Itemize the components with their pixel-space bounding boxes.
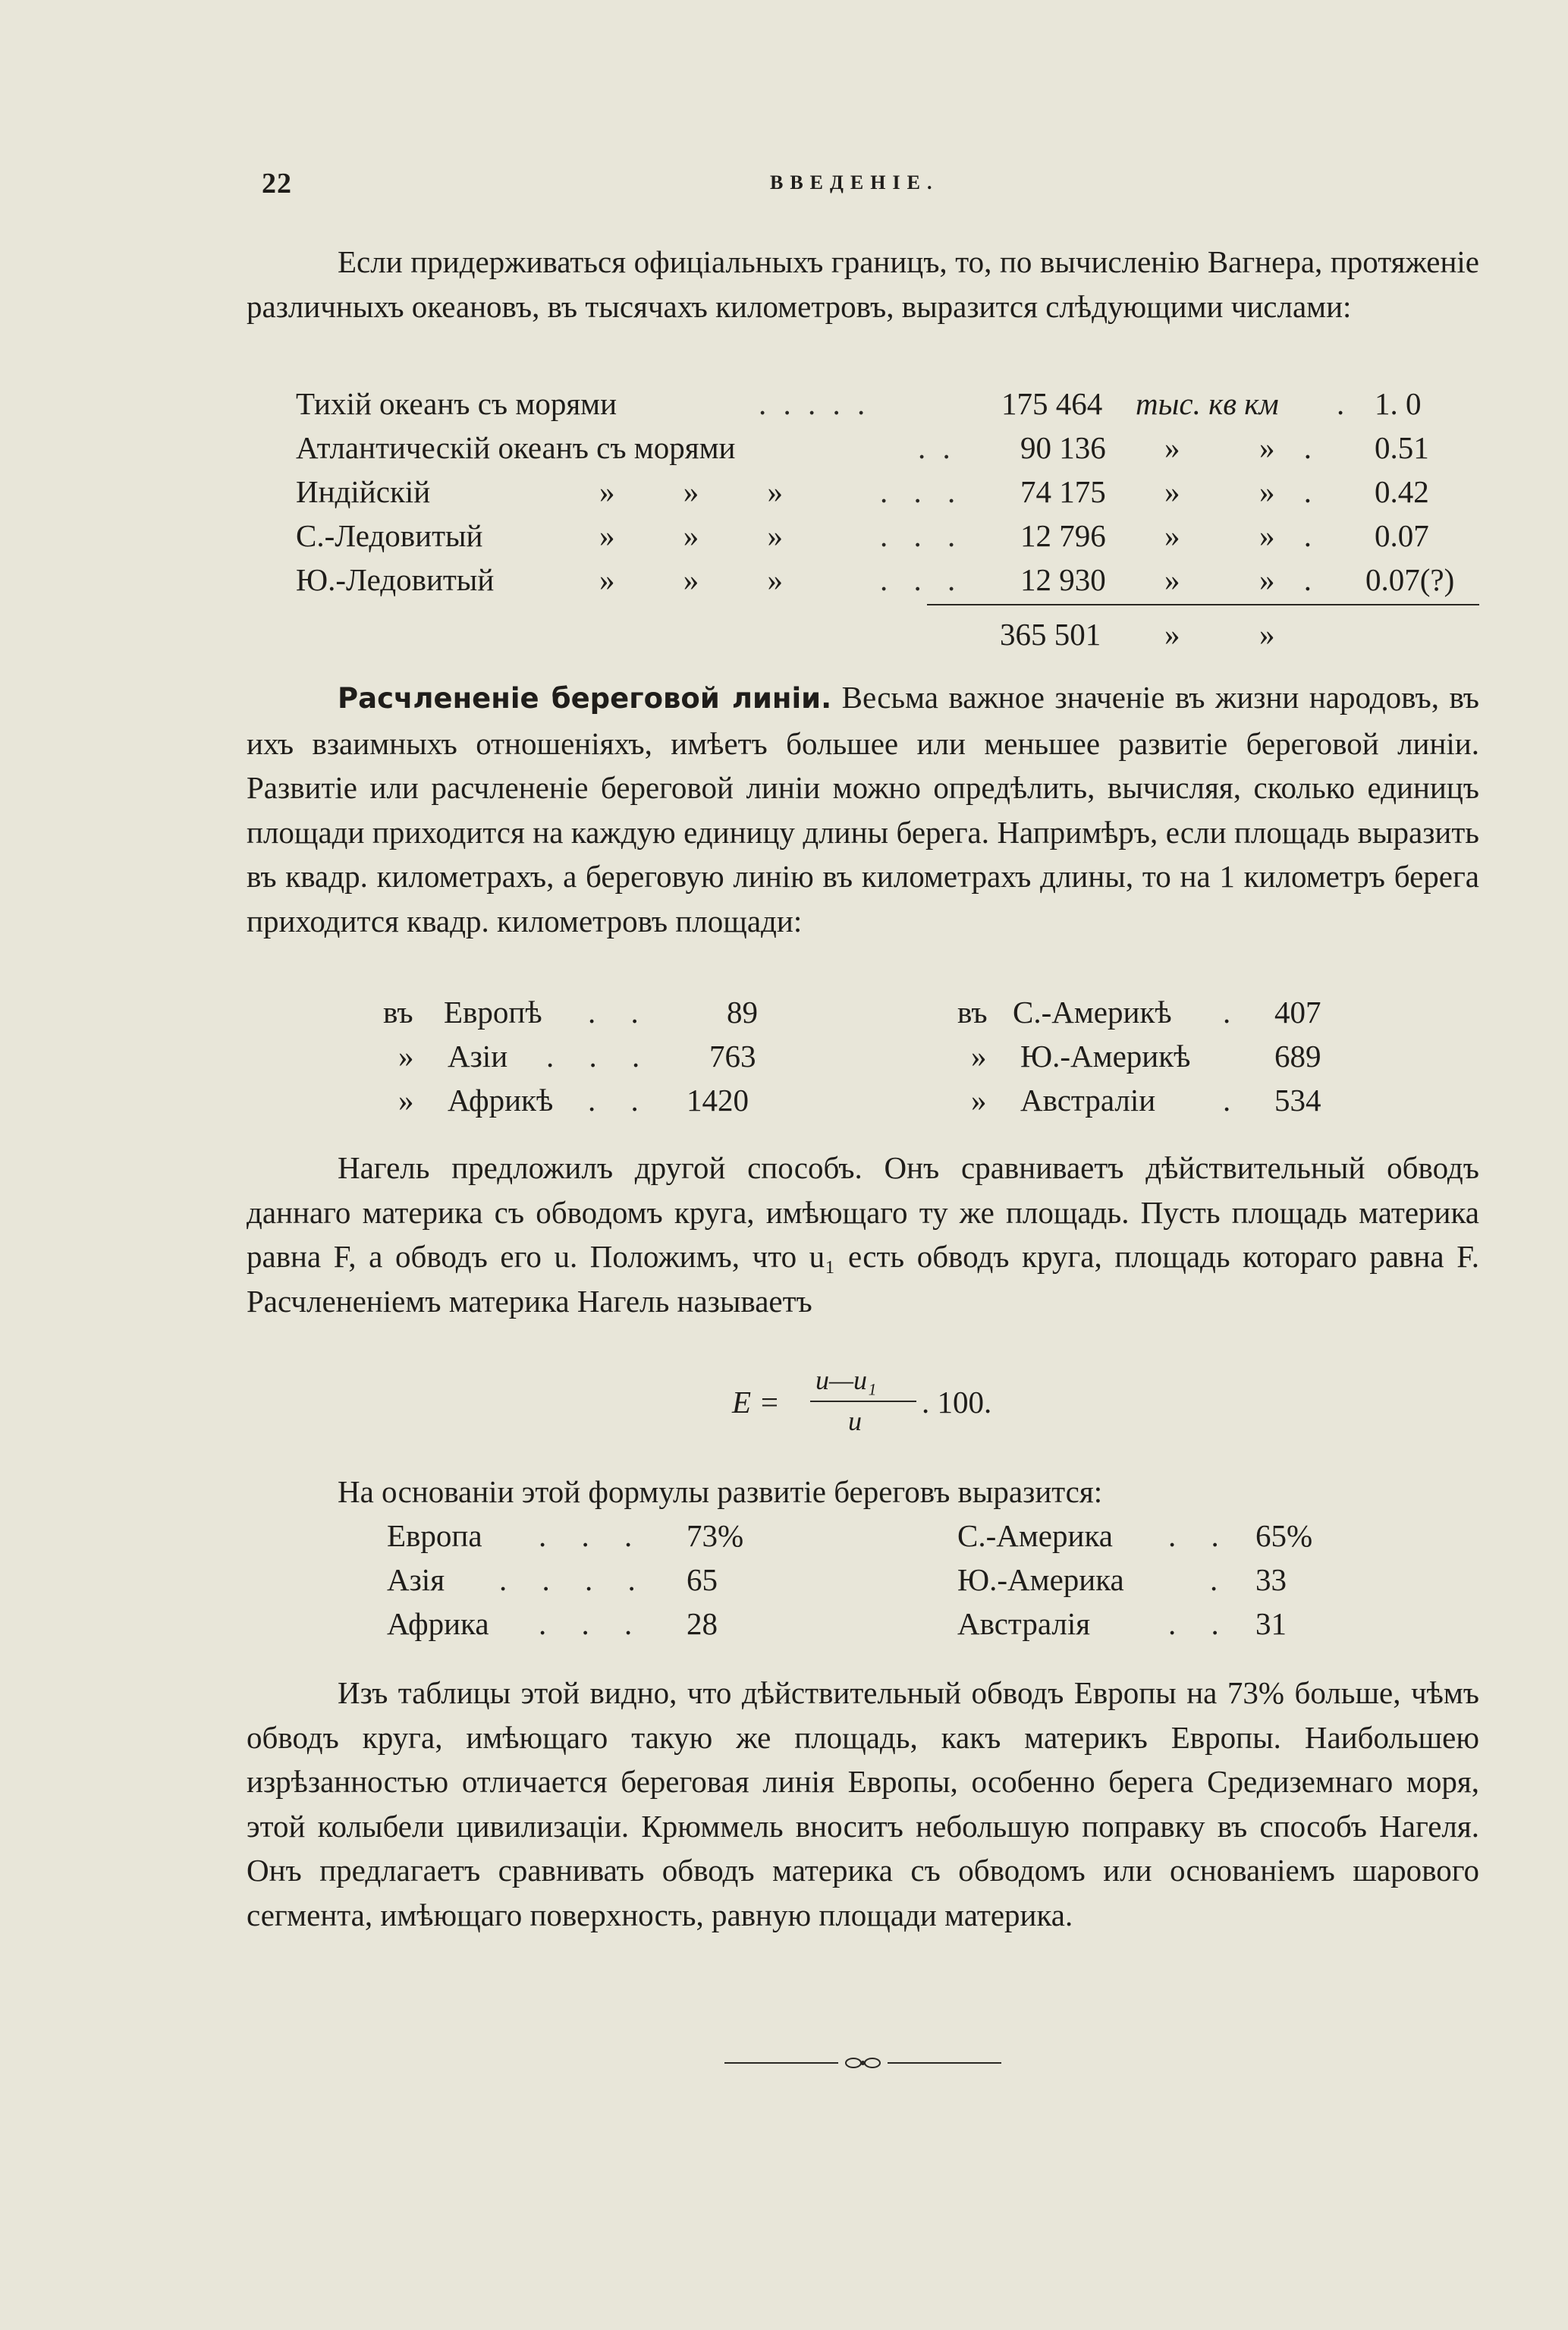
ocean-value: 12 796: [1020, 518, 1106, 553]
coast-name: Азіи: [448, 1039, 508, 1074]
ocean-name: С.-Ледовитый: [296, 518, 483, 553]
fraction-bar: [810, 1401, 916, 1402]
ornament-divider: [724, 2052, 1001, 2074]
coast-prefix: въ: [383, 995, 413, 1030]
ocean-dots: . . . . .: [759, 386, 870, 421]
ocean-dots: . . .: [880, 474, 965, 509]
ocean-ratio: 0.07: [1375, 518, 1429, 553]
dev-value: 65: [687, 1562, 718, 1597]
coast-value: 689: [1274, 1039, 1321, 1074]
coast-value: 1420: [687, 1083, 749, 1118]
ocean-ditto: » » »: [599, 518, 783, 553]
dev-name: Ю.-Америка: [957, 1562, 1124, 1597]
formula-lhs: E =: [732, 1385, 780, 1420]
dev-value: 65%: [1255, 1518, 1313, 1553]
ocean-unit: » .: [1259, 474, 1322, 509]
ocean-name: Индійскій: [296, 474, 431, 509]
ocean-unit: »: [1164, 430, 1180, 465]
coast-dots: . .: [588, 995, 652, 1030]
ocean-total-unit: »: [1259, 617, 1275, 652]
coast-prefix: »: [971, 1039, 987, 1074]
coast-dots: .: [1223, 995, 1231, 1030]
coast-name: С.-Америкѣ: [1013, 995, 1172, 1030]
ocean-ditto: » » »: [599, 562, 783, 597]
nagel-text: Нагель предложилъ другой способъ. Онъ сравниваетъ дѣйствительный обводъ даннаго материка съ обводомъ круга, имѣющаго ту же площадь. Пусть площадь материка равна F, а обводъ его u. Положимъ, что u₁ есть обводъ круга, площадь котораго равна F. Расчлененіемъ материка Нагель называетъ: [247, 1150, 1479, 1319]
coast-dots: . .: [588, 1083, 652, 1118]
coast-dots: . . .: [546, 1039, 654, 1074]
ocean-unit: »: [1164, 474, 1180, 509]
coast-prefix: въ: [957, 995, 988, 1030]
ocean-name: Атлантическій океанъ съ морями: [296, 430, 736, 465]
dev-name: Азія: [387, 1562, 445, 1597]
coastline-paragraph: [247, 675, 1479, 943]
conclusion-text: Изъ таблицы этой видно, что дѣйствительный обводъ Европы на 73% больше, чѣмъ обводъ круга, имѣющаго такую же площадь, какъ материкъ Европы. Наибольшею изрѣзанностью отличается береговая линія Европы, особенно берега Средиземнаго моря, этой колыбели цивилизаціи. Крюммель вноситъ небольшую поправку въ способъ Нагеля. Онъ предлагаетъ сравнивать обводъ материка съ обводомъ или основаніемъ шарового сегмента, имѣющаго поверхность, равную площади материка.: [247, 1675, 1479, 1932]
development-intro: На основаніи этой формулы развитіе береговъ выразится:: [338, 1474, 1103, 1509]
dev-dots: . .: [1168, 1606, 1233, 1641]
coast-name: Европѣ: [444, 995, 542, 1030]
dev-value: 28: [687, 1606, 718, 1641]
formula-factor: . 100.: [922, 1385, 992, 1420]
ocean-unit: » .: [1259, 430, 1322, 465]
coast-value: 763: [709, 1039, 756, 1074]
dev-name: Европа: [387, 1518, 482, 1553]
ocean-value: 74 175: [1020, 474, 1106, 509]
dev-dots: . .: [1168, 1518, 1233, 1553]
coast-dots: .: [1223, 1083, 1231, 1118]
ocean-total-unit: »: [1164, 617, 1180, 652]
page-number: 22: [262, 168, 292, 200]
formula-numerator: u—u₁: [815, 1365, 877, 1395]
ocean-ratio: 0.07(?): [1365, 562, 1455, 597]
dev-dots: . . . .: [499, 1562, 649, 1597]
coast-prefix: »: [398, 1083, 414, 1118]
ocean-unit: тыс. кв км: [1136, 386, 1279, 421]
dev-name: Африка: [387, 1606, 489, 1641]
coast-value: 89: [727, 995, 758, 1030]
coast-name: Австраліи: [1020, 1083, 1156, 1118]
ocean-value: 12 930: [1020, 562, 1106, 597]
ocean-ratio: 0.51: [1375, 430, 1429, 465]
coast-prefix: »: [971, 1083, 987, 1118]
ocean-unit: »: [1164, 562, 1180, 597]
ocean-value: 90 136: [1020, 430, 1106, 465]
ocean-total: 365 501: [1000, 617, 1101, 652]
ocean-row: [296, 385, 617, 422]
coast-value: 407: [1274, 995, 1321, 1030]
dev-value: 73%: [687, 1518, 744, 1553]
dev-dots: .: [1210, 1562, 1218, 1597]
coast-name: Африкѣ: [448, 1083, 554, 1118]
ocean-name: Тихій океанъ съ морями: [296, 386, 617, 421]
running-title: ВВЕДЕНІЕ.: [770, 171, 939, 193]
ocean-unit: » .: [1259, 562, 1322, 597]
ocean-unit-dot: .: [1337, 386, 1345, 421]
dev-dots: . . .: [539, 1606, 646, 1641]
dev-value: 31: [1255, 1606, 1287, 1641]
ocean-dots: . . .: [880, 562, 965, 597]
ocean-name: Ю.-Ледовитый: [296, 562, 495, 597]
ocean-unit: » .: [1259, 518, 1322, 553]
dev-value: 33: [1255, 1562, 1287, 1597]
ocean-dots: . . .: [880, 518, 965, 553]
conclusion-paragraph: [247, 1671, 1479, 1937]
intro-paragraph: [247, 240, 1479, 329]
section-heading: Расчлененіе береговой линіи.: [338, 682, 832, 715]
section-text: Весьма важное значеніе въ жизни народовъ, въ ихъ взаимныхъ отношеніяхъ, имѣетъ большее или меньшее развитіе береговой линіи. Развитіе или расчлененіе береговой линіи можно опредѣлить, вычисляя, сколько единицъ площади приходится на каждую единицу длины берега. Напримѣръ, если площадь выразить въ квадр. километрахъ, а береговую линію въ километрахъ длины, то на 1 километръ берега приходится квадр. километровъ площади:: [247, 680, 1479, 939]
intro-text: Если придерживаться офиціальныхъ границъ, то, по вычисленію Вагнера, протяженіе различныхъ океановъ, въ тысячахъ километровъ, выразится слѣдующими числами:: [247, 244, 1479, 324]
dev-name: С.-Америка: [957, 1518, 1113, 1553]
ocean-unit: »: [1164, 518, 1180, 553]
nagel-paragraph: [247, 1146, 1479, 1323]
ocean-ditto: » » »: [599, 474, 783, 509]
ocean-value: 175 464: [1001, 386, 1103, 421]
coast-value: 534: [1274, 1083, 1321, 1118]
formula-denominator: u: [848, 1406, 862, 1436]
sum-rule: [927, 604, 1479, 605]
ocean-ratio: 0.42: [1375, 474, 1429, 509]
coast-name: Ю.-Америкѣ: [1020, 1039, 1191, 1074]
ocean-dots: . .: [918, 430, 955, 465]
dev-dots: . . .: [539, 1518, 646, 1553]
dev-name: Австралія: [957, 1606, 1091, 1641]
ocean-ratio: 1. 0: [1375, 386, 1422, 421]
coast-prefix: »: [398, 1039, 414, 1074]
